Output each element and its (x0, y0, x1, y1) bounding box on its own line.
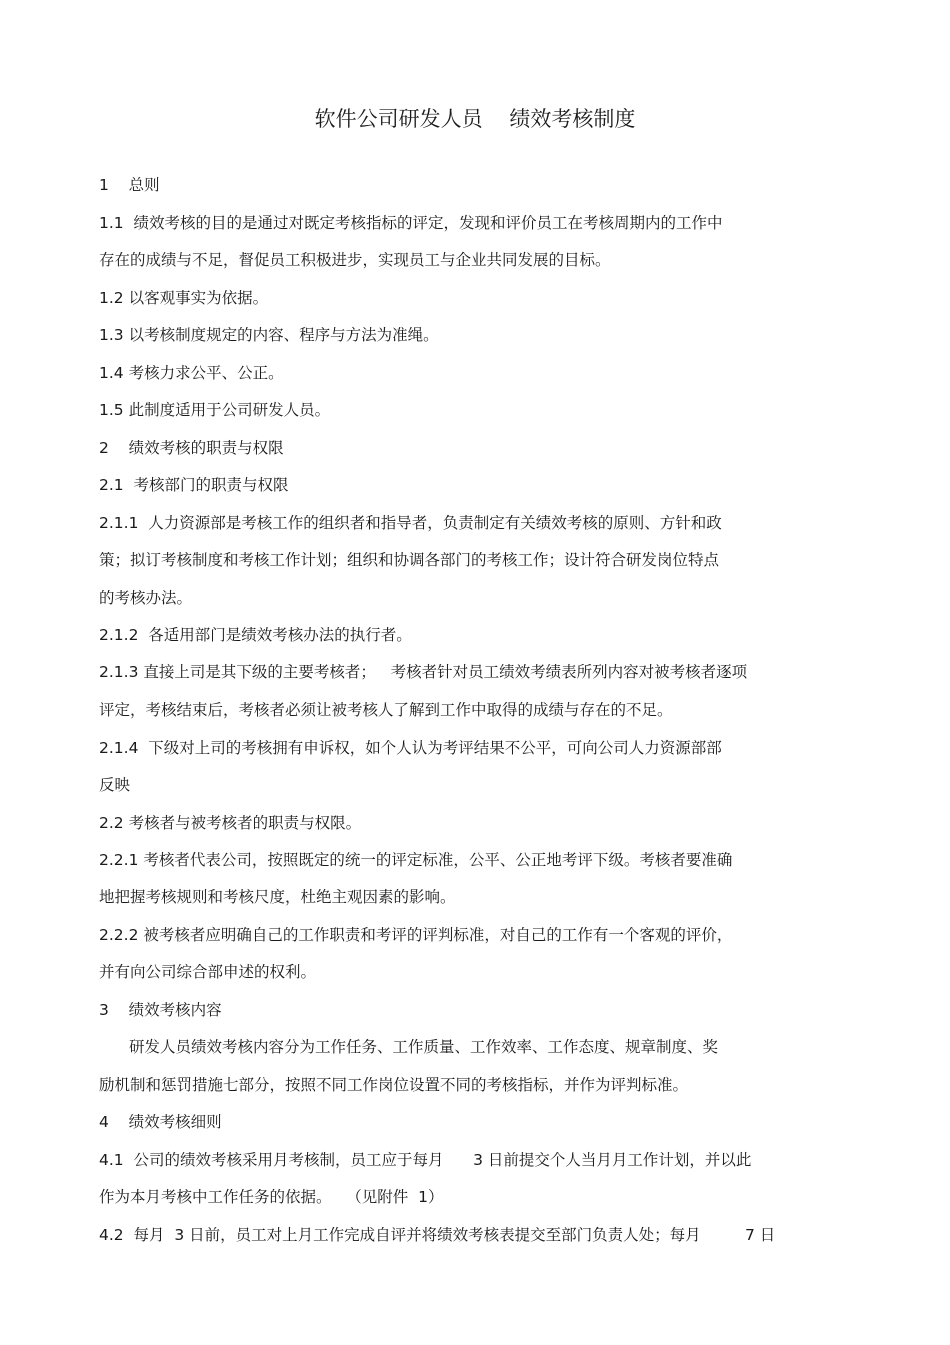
paragraph-line: 1.3 以考核制度规定的内容、程序与方法为准绳。 (99, 326, 439, 344)
paragraph-line: 作为本月考核中工作任务的依据。 （见附件 1） (99, 1188, 444, 1206)
paragraph-line: 策；拟订考核制度和考核工作计划；组织和协调各部门的考核工作；设计符合研发岗位特点 (99, 551, 720, 569)
document-title: 软件公司研发人员 绩效考核制度 (314, 107, 636, 131)
paragraph-line: 1.1 绩效考核的目的是通过对既定考核指标的评定，发现和评价员工在考核周期内的工作中 (99, 214, 723, 232)
paragraph-line: 励机制和惩罚措施七部分，按照不同工作岗位设置不同的考核指标，并作为评判标准。 (99, 1076, 689, 1094)
subsection-heading: 2.2 考核者与被考核者的职责与权限。 (99, 814, 362, 832)
section-heading-1: 1 总则 (99, 176, 160, 194)
paragraph-line: 2.2.2 被考核者应明确自己的工作职责和考评的评判标准，对自己的工作有一个客观的评价， (99, 926, 733, 944)
paragraph-line: 的考核办法。 (99, 589, 193, 607)
paragraph-line: 2.1.1 人力资源部是考核工作的组织者和指导者，负责制定有关绩效考核的原则、方针和政 (99, 514, 722, 532)
paragraph-line: 并有向公司综合部申述的权利。 (99, 963, 317, 981)
paragraph-line: 评定，考核结束后，考核者必须让被考核人了解到工作中取得的成绩与存在的不足。 (99, 701, 673, 719)
paragraph-line: 2.2.1 考核者代表公司，按照既定的统一的评定标准，公平、公正地考评下级。考核者要准确 (99, 851, 733, 869)
subsection-heading: 2.1 考核部门的职责与权限 (99, 476, 289, 494)
paragraph-line: 地把握考核规则和考核尺度，杜绝主观因素的影响。 (99, 888, 456, 906)
paragraph-line: 1.2 以客观事实为依据。 (99, 289, 269, 307)
section-heading-4: 4 绩效考核细则 (99, 1113, 222, 1131)
paragraph-line: 2.1.4 下级对上司的考核拥有申诉权，如个人认为考评结果不公平，可向公司人力资源部部 (99, 739, 722, 757)
paragraph-line: 存在的成绩与不足，督促员工积极进步，实现员工与企业共同发展的目标。 (99, 251, 611, 269)
paragraph-line: 4.2 每月 3 日前，员工对上月工作完成自评并将绩效考核表提交至部门负责人处；每月 7 日 (99, 1226, 776, 1244)
paragraph-line: 2.1.3 直接上司是其下级的主要考核者； 考核者针对员工绩效考绩表所列内容对被考核者逐项 (99, 663, 748, 681)
paragraph-line: 4.1 公司的绩效考核采用月考核制，员工应于每月 3 日前提交个人当月月工作计划，并以此 (99, 1151, 752, 1169)
paragraph-line: 1.4 考核力求公平、公正。 (99, 364, 284, 382)
paragraph-line: 2.1.2 各适用部门是绩效考核办法的执行者。 (99, 626, 412, 644)
section-heading-2: 2 绩效考核的职责与权限 (99, 439, 284, 457)
paragraph-line: 1.5 此制度适用于公司研发人员。 (99, 401, 331, 419)
paragraph-line: 反映 (99, 776, 131, 794)
paragraph-line: 研发人员绩效考核内容分为工作任务、工作质量、工作效率、工作态度、规章制度、奖 (129, 1038, 719, 1056)
section-heading-3: 3 绩效考核内容 (99, 1001, 222, 1019)
